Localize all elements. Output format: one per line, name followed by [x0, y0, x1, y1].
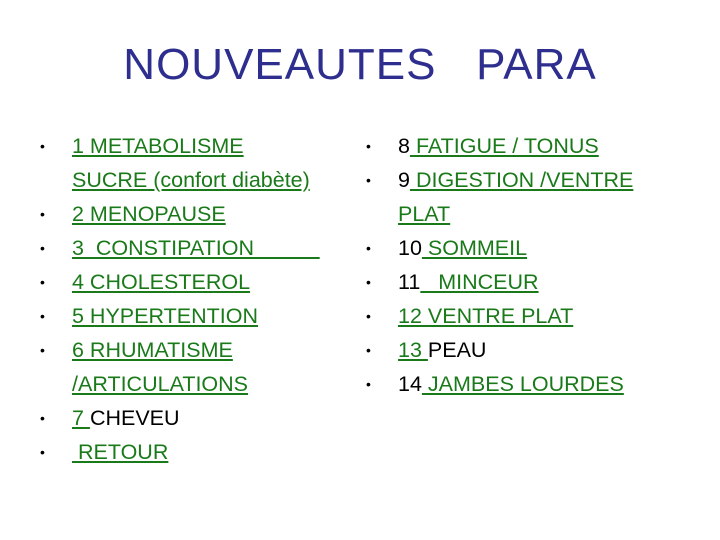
list-item-10[interactable]	[364, 231, 714, 265]
link-minceur[interactable]: MINCEUR	[420, 270, 539, 294]
bullet-icon: •	[366, 240, 371, 256]
link-ventre-plat[interactable]: 12 VENTRE PLAT	[398, 304, 574, 328]
page-title: NOUVEAUTES PARA	[123, 40, 597, 89]
link-constipation[interactable]: 3 CONSTIPATION	[72, 236, 320, 260]
list-item-6-continued[interactable]	[38, 367, 368, 401]
link-digestion-ventre[interactable]: DIGESTION /VENTRE	[409, 168, 634, 192]
list-item-1-continued[interactable]	[38, 163, 368, 197]
link-peau[interactable]: 13	[398, 338, 428, 362]
bullet-icon: •	[40, 342, 45, 358]
list-item-6[interactable]	[38, 333, 368, 367]
link-metabolisme-continued[interactable]: SUCRE (confort diabète)	[72, 168, 310, 192]
bullet-icon: •	[366, 172, 371, 188]
peau-label: PEAU	[427, 338, 487, 362]
bullet-icon: •	[366, 274, 371, 290]
list-item-2[interactable]	[38, 197, 368, 231]
right-link-list	[364, 129, 714, 401]
link-fatigue-tonus[interactable]: FATIGUE / TONUS	[409, 134, 599, 158]
list-item-13[interactable]	[364, 333, 714, 367]
item-number: 11	[398, 270, 421, 294]
item-number: 14	[398, 372, 422, 396]
cheveu-label: CHEVEU	[89, 406, 180, 430]
link-rhumatisme[interactable]: 6 RHUMATISME	[72, 338, 233, 362]
link-digestion-continued[interactable]: PLAT	[398, 202, 451, 226]
bullet-icon: •	[366, 376, 371, 392]
list-item-14[interactable]	[364, 367, 714, 401]
list-item-9[interactable]	[364, 163, 714, 197]
bullet-icon: •	[40, 444, 45, 460]
list-item-4[interactable]	[38, 265, 368, 299]
link-menopause[interactable]: 2 MENOPAUSE	[72, 202, 226, 226]
list-item-11[interactable]	[364, 265, 714, 299]
bullet-icon: •	[40, 206, 45, 222]
list-item-7[interactable]	[38, 401, 368, 435]
item-number: 9	[398, 168, 410, 192]
bullet-icon: •	[40, 240, 45, 256]
link-rhumatisme-continued[interactable]: /ARTICULATIONS	[72, 372, 249, 396]
bullet-icon: •	[40, 308, 45, 324]
left-link-list	[38, 129, 368, 469]
list-item-retour[interactable]	[38, 435, 368, 469]
bullet-icon: •	[40, 138, 45, 154]
bullet-icon: •	[366, 308, 371, 324]
list-item-3[interactable]	[38, 231, 368, 265]
item-number: 8	[398, 134, 410, 158]
list-item-5[interactable]	[38, 299, 368, 333]
link-cholesterol[interactable]: 4 CHOLESTEROL	[72, 270, 251, 294]
link-sommeil[interactable]: SOMMEIL	[421, 236, 528, 260]
list-item-9-continued[interactable]	[364, 197, 714, 231]
list-item-12[interactable]	[364, 299, 714, 333]
list-item-8[interactable]	[364, 129, 714, 163]
bullet-icon: •	[366, 342, 371, 358]
link-retour[interactable]: RETOUR	[72, 440, 169, 464]
link-metabolisme[interactable]: 1 METABOLISME	[72, 134, 244, 158]
link-jambes-lourdes[interactable]: JAMBES LOURDES	[421, 372, 624, 396]
link-cheveu[interactable]: 7	[72, 406, 90, 430]
item-number: 10	[398, 236, 422, 260]
bullet-icon: •	[40, 274, 45, 290]
bullet-icon: •	[40, 410, 45, 426]
bullet-icon: •	[366, 138, 371, 154]
list-item-1[interactable]	[38, 129, 368, 163]
link-hypertention[interactable]: 5 HYPERTENTION	[72, 304, 258, 328]
